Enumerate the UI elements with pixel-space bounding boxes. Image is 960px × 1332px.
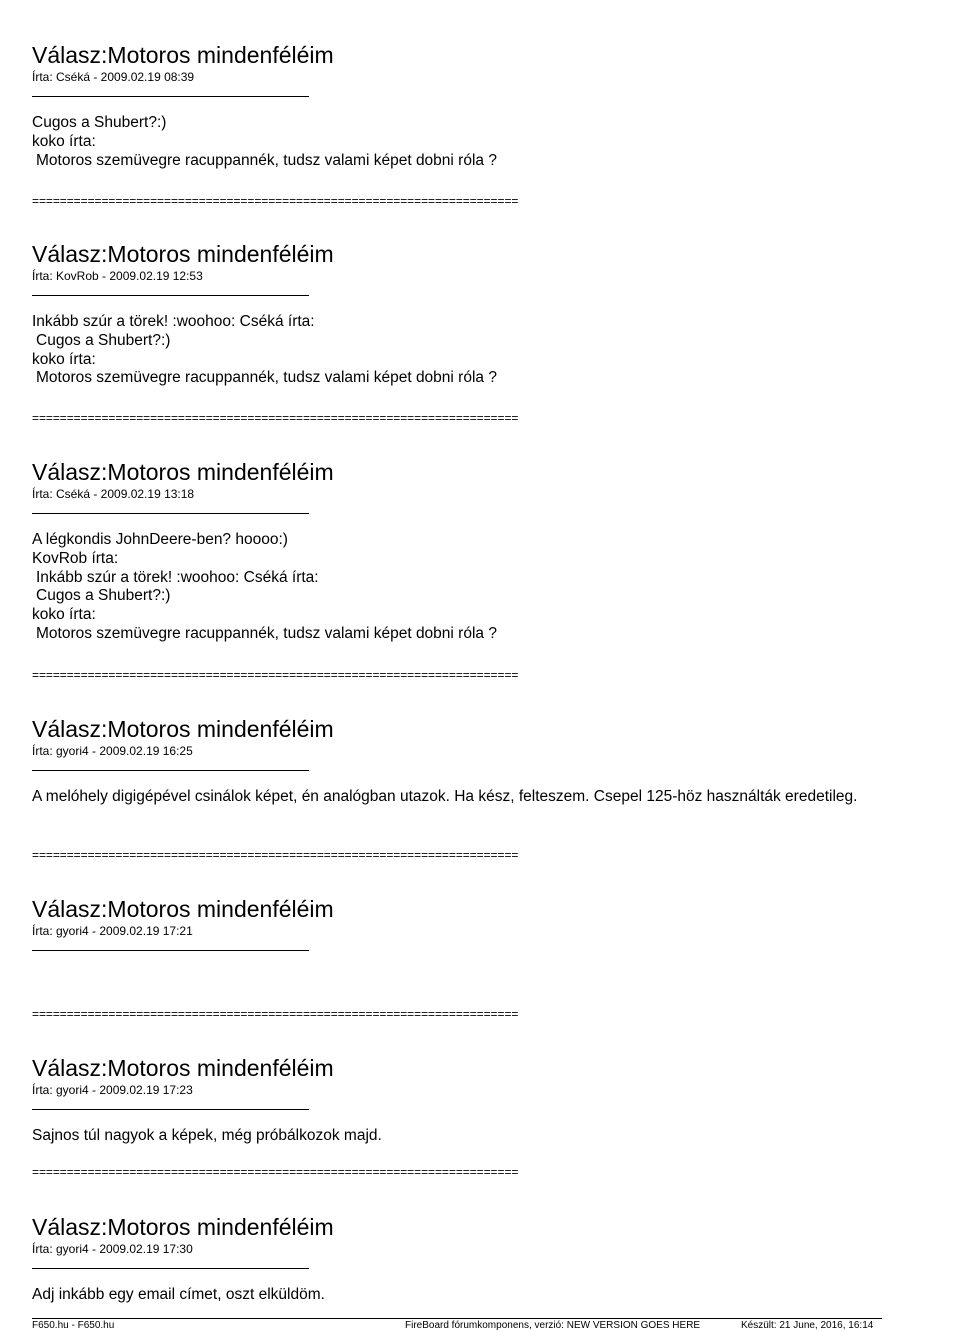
quote-text: Inkább szúr a törek! :woohoo: Cséká írta: [36,568,319,586]
quote-author: koko írta: [32,350,96,368]
forum-post [32,459,892,644]
forum-post [32,42,892,170]
forum-post [32,716,892,807]
post-text-line: Inkább szúr a törek! :woohoo: Cséká írta: [32,313,315,330]
forum-post [32,896,892,951]
post-author-date: Írta: gyori4 - 2009.02.19 16:25 [32,744,193,758]
post-title: Válasz:Motoros mindenféléim [32,1214,334,1240]
post-text-line: Sajnos túl nagyok a képek, még próbálkozok majd. [32,1127,382,1144]
post-text-line: A légkondis JohnDeere-ben? hoooo:) [32,531,288,548]
quote-text: Motoros szemüvegre racuppannék, tudsz valami képet dobni róla ? [36,369,497,387]
post-text-line: Cugos a Shubert?:) [32,114,167,131]
post-title: Válasz:Motoros mindenféléim [32,241,334,267]
page-footer [32,1318,882,1331]
post-separator: ====================================================================== [32,849,519,861]
post-author-date: Írta: gyori4 - 2009.02.19 17:30 [32,1242,193,1256]
post-separator: ====================================================================== [32,195,519,207]
post-body [32,531,892,644]
post-title: Válasz:Motoros mindenféléim [32,42,334,68]
post-title: Válasz:Motoros mindenféléim [32,896,334,922]
post-divider [32,1109,309,1110]
post-author-date: Írta: KovRob - 2009.02.19 12:53 [32,269,203,283]
post-divider [32,950,309,951]
post-title: Válasz:Motoros mindenféléim [32,1055,334,1081]
post-author-date: Írta: gyori4 - 2009.02.19 17:21 [32,924,193,938]
post-separator: ====================================================================== [32,412,519,424]
post-divider [32,1268,309,1269]
quote-author: koko írta: [32,132,96,150]
post-author-date: Írta: gyori4 - 2009.02.19 17:23 [32,1083,193,1097]
post-body [32,788,892,807]
post-body [32,1127,892,1146]
quote-author: KovRob írta: [32,549,119,567]
footer-site: F650.hu - F650.hu [32,1320,115,1331]
quote-author: koko írta: [32,606,96,624]
post-divider [32,96,309,97]
post-body [32,313,892,388]
forum-post [32,1214,892,1305]
post-divider [32,770,309,771]
post-title: Válasz:Motoros mindenféléim [32,459,334,485]
forum-post [32,1055,892,1146]
post-body [32,1286,892,1305]
quote-text: Cugos a Shubert?:) [36,331,171,349]
post-separator: ====================================================================== [32,1166,519,1178]
quote-text: Motoros szemüvegre racuppannék, tudsz valami képet dobni róla ? [36,151,497,169]
post-separator: ====================================================================== [32,1008,519,1020]
post-text: A melóhely digigépével csinálok képet, én analógban utazok. Ha kész, felteszem. Csepel 125-höz használták eredetileg. [32,788,858,805]
post-author-date: Írta: Cséká - 2009.02.19 13:18 [32,487,195,501]
post-divider [32,513,309,514]
quote-text: Motoros szemüvegre racuppannék, tudsz valami képet dobni róla ? [36,624,497,642]
post-divider [32,295,309,296]
forum-post [32,241,892,388]
post-author-date: Írta: Cséká - 2009.02.19 08:39 [32,70,195,84]
post-separator: ====================================================================== [32,669,519,681]
quote-text: Cugos a Shubert?:) [36,587,171,605]
footer-generated-date: Készült: 21 June, 2016, 16:14 [741,1320,874,1331]
footer-component-version: FireBoard fórumkomponens, verzió: NEW VERSION GOES HERE [405,1320,701,1331]
post-title: Válasz:Motoros mindenféléim [32,716,334,742]
post-body [32,114,892,170]
post-text-line: Adj inkább egy email címet, oszt elküldöm. [32,1286,325,1303]
